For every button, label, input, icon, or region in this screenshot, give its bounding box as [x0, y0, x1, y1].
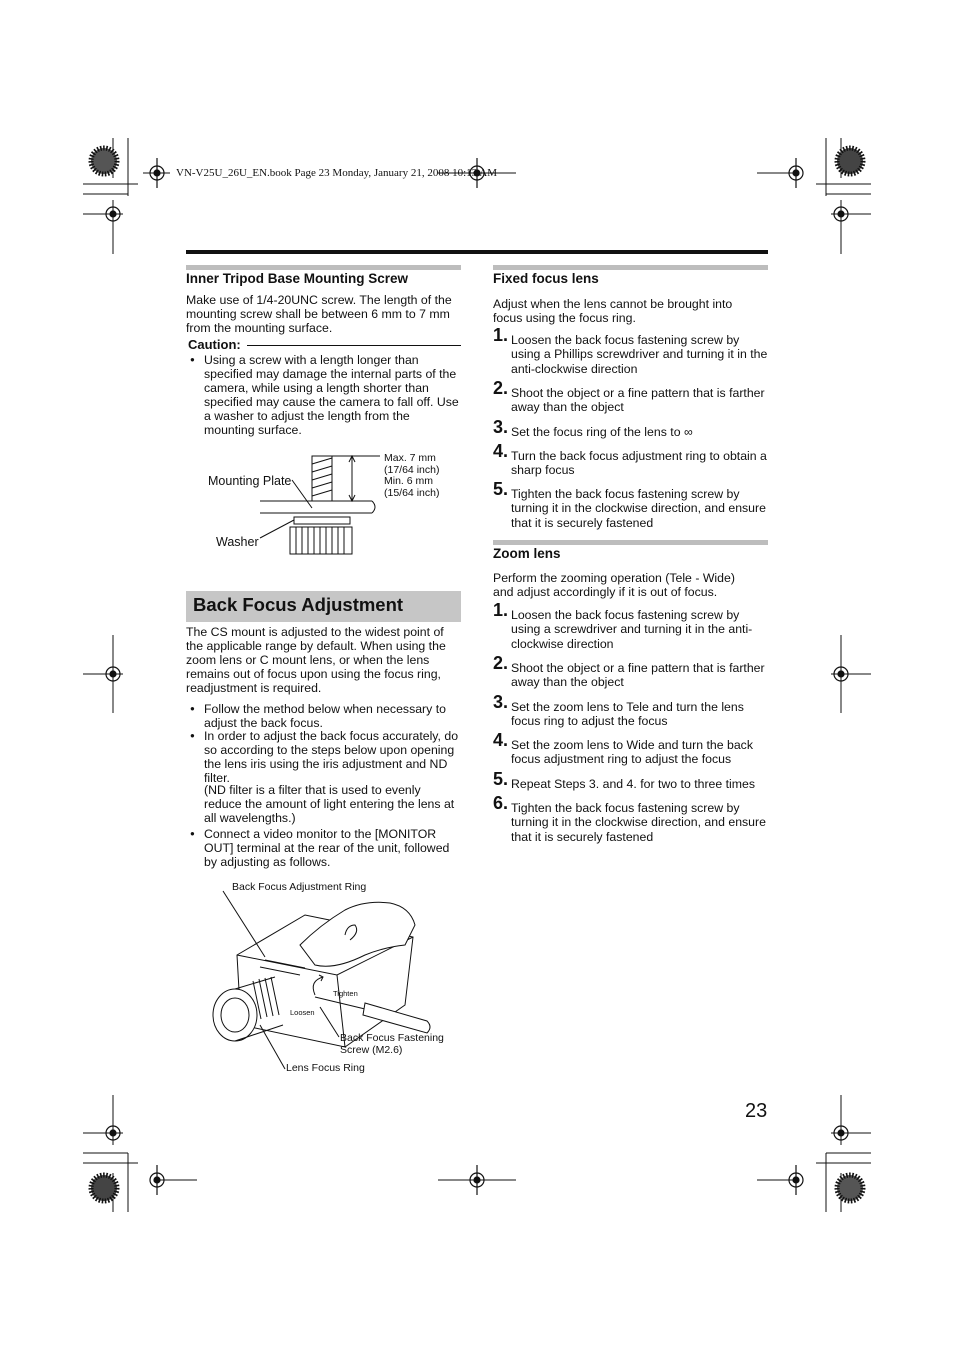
caution-rule [247, 345, 461, 346]
zoom-step [493, 793, 769, 844]
washer-label: Washer [216, 535, 259, 549]
step-number: 5. [493, 769, 509, 789]
max-inch: (17/64 inch) [384, 463, 440, 476]
section-bar-zoom [493, 540, 768, 545]
step-number: 3. [493, 417, 509, 437]
step-text: Set the zoom lens to Wide and turn the back focus adjustment ring to adjust the focus [511, 738, 753, 767]
step-text: Shoot the object or a fine pattern that is farther away than the object [511, 386, 765, 415]
fixed-step [493, 378, 769, 415]
step-text: Set the zoom lens to Tele and turn the lens focus ring to adjust the focus [511, 700, 744, 729]
step-number: 3. [493, 692, 509, 712]
step-number: 1. [493, 325, 509, 345]
caution-label: Caution: [188, 337, 241, 352]
max-length-label [384, 453, 439, 499]
tighten-label: Tighten [333, 989, 358, 998]
section-bar-fixed [493, 265, 768, 270]
back-focus-bullet-2: ● In order to adjust the back focus accurately, do so according to the steps below upon opening the lens iris using the iris adjustment and ND filter. [186, 729, 462, 785]
step-number: 6. [493, 793, 509, 813]
top-rule [186, 250, 768, 254]
step-text: Set the focus ring of the lens to ∞ [511, 425, 693, 439]
book-file-line: VN-V25U_26U_EN.book Page 23 Monday, January 21, 2008 10:13 AM [176, 167, 498, 179]
step-text: Repeat Steps 3. and 4. for two to three times [511, 777, 756, 791]
back-focus-bullet-1: ● Follow the method below when necessary to adjust the back focus. [186, 702, 462, 730]
zoom-lens-heading: Zoom lens [493, 546, 561, 561]
step-number: 4. [493, 441, 509, 461]
zoom-step [493, 769, 769, 791]
step-text: Loosen the back focus fastening screw by using a screwdriver and turning it in the anti-clockwise direction [511, 608, 753, 651]
step-number: 5. [493, 479, 509, 499]
section-bar-tripod [186, 265, 461, 270]
back-focus-intro: The CS mount is adjusted to the widest point of the applicable range by default. When using the zoom lens or C mount lens, or when the lens remains out of focus upon using the focus ring, readjustment is required. [186, 625, 446, 695]
fastening-screw-label [340, 1033, 444, 1056]
fastening-screw-line2: Screw (M2.6) [340, 1043, 403, 1056]
step-text: Turn the back focus adjustment ring to obtain a sharp focus [511, 449, 767, 478]
step-number: 4. [493, 730, 509, 750]
lens-focus-ring-label: Lens Focus Ring [286, 1062, 365, 1074]
step-text: Shoot the object or a fine pattern that is farther away than the object [511, 661, 765, 690]
zoom-step [493, 653, 769, 690]
tripod-body: Make use of 1/4-20UNC screw. The length of the mounting screw shall be between 6 mm to 7 mm from the mounting surface. [186, 293, 452, 335]
min-mm: Min. 6 mm [384, 475, 434, 487]
zoom-lens-intro: Perform the zooming operation (Tele - Wide) and adjust accordingly if it is out of focus. [493, 571, 735, 599]
step-number: 2. [493, 653, 509, 673]
min-inch: (15/64 inch) [384, 486, 440, 499]
caution-text: ● Using a screw with a length longer than specified may damage the internal parts of the camera, while using a length shorter than specified may cause the camera to fall off. Use a washer to adjust the length from the mounting surface. [186, 353, 462, 437]
fixed-focus-intro: Adjust when the lens cannot be brought into focus using the focus ring. [493, 297, 733, 325]
fixed-step [493, 417, 769, 439]
mounting-plate-label: Mounting Plate [208, 474, 292, 488]
step-number: 1. [493, 600, 509, 620]
zoom-step [493, 600, 769, 651]
zoom-step [493, 730, 769, 767]
step-text: Loosen the back focus fastening screw by using a Phillips screwdriver and turning it in the anti-clockwise direction [511, 333, 768, 376]
back-focus-bullet-2-note: (ND filter is a filter that is used to evenly reduce the amount of light entering the lens at all wavelengths.) [204, 783, 455, 825]
fixed-focus-heading: Fixed focus lens [493, 271, 599, 286]
fastening-screw-line1: Back Focus Fastening [340, 1032, 444, 1044]
tripod-heading: Inner Tripod Base Mounting Screw [186, 271, 409, 286]
back-focus-title-box [186, 591, 461, 622]
zoom-step [493, 692, 769, 729]
back-focus-bullet-3: ● Connect a video monitor to the [MONITOR OUT] terminal at the rear of the unit, followed by adjusting as follows. [186, 827, 462, 869]
back-focus-ring-label: Back Focus Adjustment Ring [232, 881, 367, 893]
step-text: Tighten the back focus fastening screw by turning it in the clockwise direction, and ensure that it is securely fastened [511, 801, 766, 844]
fixed-step [493, 325, 769, 376]
fixed-step [493, 479, 769, 530]
back-focus-title: Back Focus Adjustment [193, 594, 404, 615]
step-number: 2. [493, 378, 509, 398]
fixed-step [493, 441, 769, 478]
max-mm: Max. 7 mm [384, 452, 436, 464]
page-number: 23 [745, 1100, 768, 1122]
step-text: Tighten the back focus fastening screw by turning it in the clockwise direction, and ensure that it is securely fastened [511, 487, 766, 530]
loosen-label: Loosen [290, 1008, 315, 1017]
